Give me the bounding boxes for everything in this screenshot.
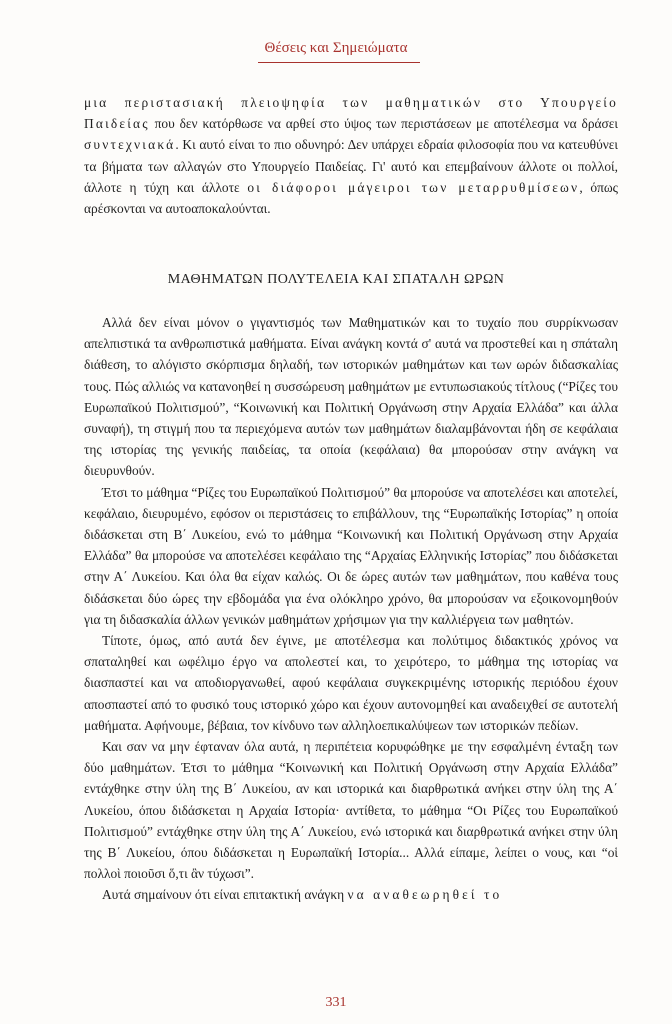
section-heading: ΜΑΘΗΜΑΤΩΝ ΠΟΛΥΤΕΛΕΙΑ ΚΑΙ ΣΠΑΤΑΛΗ ΩΡΩΝ [167, 272, 505, 287]
body-paragraph-1: Αλλά δεν είναι μόνον ο γιγαντισμός των Μαθηματικών και το τυχαίο που συρρίκνωσαν απελπιστικά τα ανθρωπιστικά μαθήματα. Είναι ανάγκη κοντά σ' αυτά να προστεθεί και η σπάταλη διάθεση, το αλόγιστο σκόρπισμα δηλαδή, των ιστορικών μαθημάτων και των ωρών διδασκαλίας τους. Πώς αλλιώς να κατανοηθεί η συσσώρευση μαθημάτων με εντυπωσιακούς τίτλους (“Ρίζες του Ευρωπαϊκού Πολιτισμού”, “Κοινωνική και Πολιτική Οργάνωση στην Αρχαία Ελλάδα” και άλλα συναφή), τη στιγμή που τα περιεχόμενα αυτών των μαθημάτων διαλαμβάνονται ήδη σε κεφάλαια της ιστορίας της γενικής παιδείας, τα οποία (κεφάλαια) θα μπορούσαν στην ανάγκη να διευρυνθούν. [84, 315, 618, 479]
spaced-phrase-majority: μια περιστασιακή πλειοψηφία των μαθηματικών στο Υπουργείο Παιδείας [84, 95, 618, 132]
body-text-segment: Αυτά σημαίνουν ότι είναι επιτακτική ανάγκη [102, 887, 348, 903]
page-number: 331 [325, 995, 347, 1010]
intro-text-segment: . Κι αυτό είναι το πιο οδυνηρό: Δεν υπάρχει εδραία φιλοσοφία που να κατευθύνει τα βήματα των αλλαγών στο Υπουργείο Παιδείας. Γι' αυτό και επεμβαίνουν άλλοτε οι πολλοί, άλλοτε η τύχη και άλλοτε [84, 137, 618, 195]
body-paragraph-4: Και σαν να μην έφταναν όλα αυτά, η περιπέτεια κορυφώθηκε με την εσφαλμένη ένταξη των δύο μαθημάτων. Έτσι το μάθημα “Κοινωνική και Πολιτική Οργάνωση στην Αρχαία Ελλάδα” εντάχθηκε στην ύλη της Β΄ Λυκείου, αν και ιστορικά και διαρθρωτικά ανήκει στην ύλη της Α΄ Λυκείου, όπου διδάσκεται η Αρχαία Ιστορία· αντίθετα, το μάθημα “Οι Ρίζες του Ευρωπαϊκού Πολιτισμού” εντάχθηκε στην ύλη της Α΄ Λυκείου, ενώ ιστορικά και διαρθρωτικά ανήκει στην ύλη της Β΄ Λυκείου, όπου διδάσκεται η Ευρωπαϊκή Ιστορία... Αλλά είπαμε, λείπει ο νους, και “οἱ πολλοὶ ποιοῦσι ὅ,τι ἂν τύχωσι”. [84, 739, 618, 882]
running-title: Θέσεις και Σημειώματα [264, 40, 408, 56]
intro-paragraph [84, 92, 618, 219]
intro-text-segment: που δεν κατόρθωσε να αρθεί στο ύψος των περιστάσεων με αποτέλεσμα να δράσει [149, 116, 618, 132]
intro-text-segment: , όπως αρέσκονται να αυτοαποκαλούνται. [84, 179, 618, 217]
intro-text-block [84, 92, 618, 219]
body-paragraph-3: Τίποτε, όμως, από αυτά δεν έγινε, με αποτέλεσμα και πολύτιμος διδακτικός χρόνος να σπαταληθεί και ωφέλιμο έργο να απολεστεί και, το χειρότερο, το μάθημα της ιστορίας να διασπαστεί και να αποδιοργανωθεί, αφού κεφάλαια συγκεκριμένης ιστορικής περιόδου έχουν αποσπαστεί από το φυσικό τους ιστορικό χώρο και έχουν αυτονομηθεί και αναδειχθεί σε αυτοτελή μαθήματα. Αφήνουμε, βέβαια, τον κίνδυνο των αλληλοεπικαλύψεων των ιστορικών πεδίων. [84, 633, 618, 733]
body-text-block [84, 312, 618, 906]
spaced-phrase-revise: να αναθεωρηθεί το [347, 887, 503, 903]
body-paragraph-5 [84, 884, 618, 905]
spaced-phrase-cooks: οι διάφοροι μάγειροι των μεταρρυθμίσεων [247, 179, 580, 195]
running-title-underline [258, 62, 420, 63]
body-paragraph-2: Έτσι το μάθημα “Ρίζες του Ευρωπαϊκού Πολιτισμού” θα μπορούσε να αποτελέσει και αποτελεί, κεφάλαιο, διευρυμένο, εφόσον οι περιστάσεις το επιβάλλουν, της “Ευρωπαϊκής Ιστορίας” η οποία διδάσκεται στη Β΄ Λυκείου, ενώ το μάθημα “Κοινωνική και Πολιτική Οργάνωση στην Αρχαία Ελλάδα” θα μπορούσε να αποτελέσει κεφάλαιο της “Αρχαίας Ελληνικής Ιστορίας” που διδάσκεται στην Α΄ Λυκείου. Και όλα θα είχαν καλώς. Οι δε ώρες αυτών των μαθημάτων, που καθένα τους διδάσκεται δύο ώρες την εβδομάδα για ένα ολόκληρο χρόνο, θα μπορούσαν να εξοικονομηθούν για τη διδασκαλία άλλων γενικών μαθημάτων χρήσιμων για την καλλιέργεια των μαθητών. [84, 484, 618, 627]
spaced-word-guild: συντεχνιακά [84, 137, 176, 153]
